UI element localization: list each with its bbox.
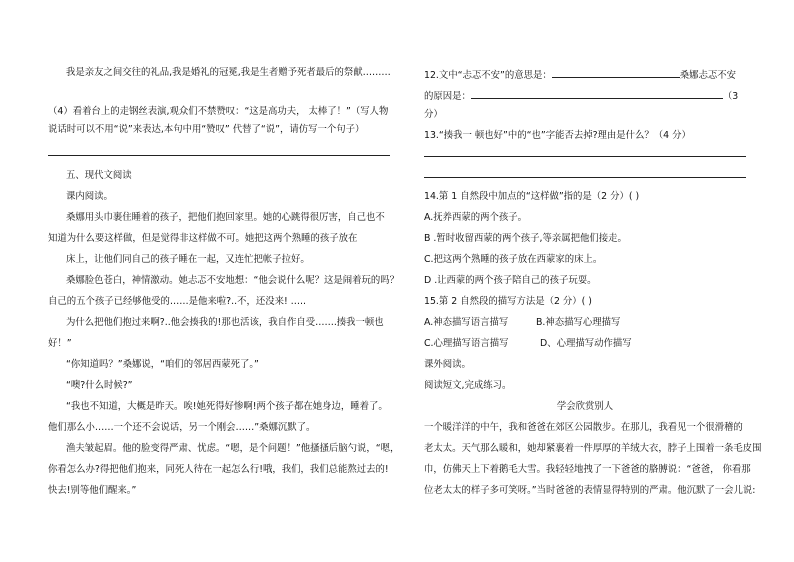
question-14: 14.第 1 自然段中加点的“这样做”指的是（2 分）( ) bbox=[424, 191, 640, 202]
passage-line: 好！” bbox=[48, 338, 72, 349]
article-line: 巾，仿佛天上下着鹅毛大雪。我轻轻地拽了一下爸爸的胳膊说：“爸爸， 你看那 bbox=[424, 464, 751, 475]
option-d: D、心理描写动作描写 bbox=[540, 338, 632, 349]
passage-line: 为什么把他们抱过来啊?..他会揍我的!那也活该，我自作自受…….揍我一顿也 bbox=[66, 317, 384, 328]
question-12-score-end: 分） bbox=[424, 109, 443, 120]
question-12-text: 12.文中“忐忑不安”的意思是： bbox=[424, 70, 552, 81]
answer-line[interactable] bbox=[424, 177, 746, 178]
option-b: B .暂时收留西蒙的两个孩子,等亲属把他们接走。 bbox=[424, 233, 627, 244]
subsection-heading: 课内阅读。 bbox=[66, 191, 113, 202]
section-heading: 五、现代文阅读 bbox=[66, 170, 132, 181]
answer-blank[interactable] bbox=[552, 68, 680, 78]
article-line: 位老太太的样子多可笑呀。”当时爸爸的表情显得特别的严肃。他沉默了一会儿说: bbox=[424, 485, 756, 496]
option-c: C.心理描写语言描写 bbox=[424, 338, 509, 349]
question-15: 15.第 2 自然段的描写方法是（2 分）( ) bbox=[424, 296, 592, 307]
option-a: A.神态描写语言描写 bbox=[424, 317, 509, 328]
answer-line[interactable] bbox=[424, 156, 746, 157]
question-13: 13.“揍我一 顿也好”中的“也”字能否去掉?理由是什么？（4 分） bbox=[424, 130, 691, 141]
passage-line: “你知道吗？”桑娜说，“咱们的邻居西蒙死了。” bbox=[66, 359, 259, 370]
question-12-reason: 的原因是： bbox=[424, 91, 471, 102]
question-4-line-2: 说话时可以不用“说”来表达,本句中用“赞叹” 代替了“说”，请仿写一个句子） bbox=[48, 124, 365, 135]
instruction: 阅读短文,完成练习。 bbox=[424, 380, 512, 391]
option-d: D .让西蒙的两个孩子陪自己的孩子玩耍。 bbox=[424, 275, 597, 286]
answer-line[interactable] bbox=[48, 155, 390, 156]
option-b: B.神态描写心理描写 bbox=[536, 317, 621, 328]
option-c: C.把这两个熟睡的孩子放在西蒙家的床上。 bbox=[424, 254, 603, 265]
question-12-score: （3 bbox=[722, 91, 739, 102]
passage-line: 桑娜用头巾裹住睡着的孩子，把他们抱回家里。她的心跳得很厉害，自己也不 bbox=[66, 212, 385, 223]
question-4-line-1: （4）看着台上的走钢丝表演,观众们不禁赞叹：“这是高功夫， 太棒了！”（写人物 bbox=[48, 106, 389, 117]
passage-line: 快去!别等他们醒来。” bbox=[48, 485, 137, 496]
passage-line: “我也不知道，大概是昨天。唉!她死得好惨啊!两个孩子都在她身边，睡着了。 bbox=[66, 401, 388, 412]
passage-line: 他们那么小……一个还不会说话，另一个刚会……”桑娜沉默了。 bbox=[48, 422, 316, 433]
passage-line: 知道为什么要这样做，但是觉得非这样做不可。她把这两个熟睡的孩子放在 bbox=[48, 233, 358, 244]
passage-line: 桑娜脸色苍白，神情激动。她忐忑不安地想：“他会说什么呢？这是闹着玩的吗？ bbox=[66, 275, 399, 286]
passage-line: 床上，让他们同自己的孩子睡在一起，又连忙把帐子拉好。 bbox=[66, 254, 310, 265]
question-12-line-2 bbox=[424, 89, 738, 101]
option-a: A.抚养西蒙的两个孩子。 bbox=[424, 212, 527, 223]
article-line: 老太太。天气那么暖和，她却紧裹着一件厚厚的羊绒大衣，脖子上围着一条毛皮围 bbox=[424, 443, 762, 454]
article-title: 学会欣赏别人 bbox=[556, 401, 614, 412]
question-12-line-1 bbox=[424, 68, 736, 80]
subsection-heading: 课外阅读。 bbox=[424, 359, 471, 370]
text-line: 我是亲友之间交往的礼品,我是婚礼的冠冕,我是生者赠予死者最后的祭献……… bbox=[66, 67, 391, 78]
article-line: 一个暖洋洋的中午，我和爸爸在郊区公园散步。在那儿，我看见一个很滑稽的 bbox=[424, 422, 743, 433]
passage-line: 渔夫皱起眉。他的脸变得严肃、忧虑。“嗯，是个问题！”他搔搔后脑勺说，“嗯， bbox=[66, 443, 400, 454]
answer-blank[interactable] bbox=[471, 89, 723, 99]
question-12-text-2: 桑娜忐忑不安 bbox=[679, 70, 737, 81]
passage-line: 自己的五个孩子已经够他受的……是他来啦?..不，还没来! ….. bbox=[48, 296, 307, 307]
passage-line: “噢?什么时候?” bbox=[66, 380, 133, 391]
passage-line: 你看怎么办?得把他们抱来，同死人待在一起怎么行!哦，我们，我们总能熬过去的! bbox=[48, 464, 389, 475]
